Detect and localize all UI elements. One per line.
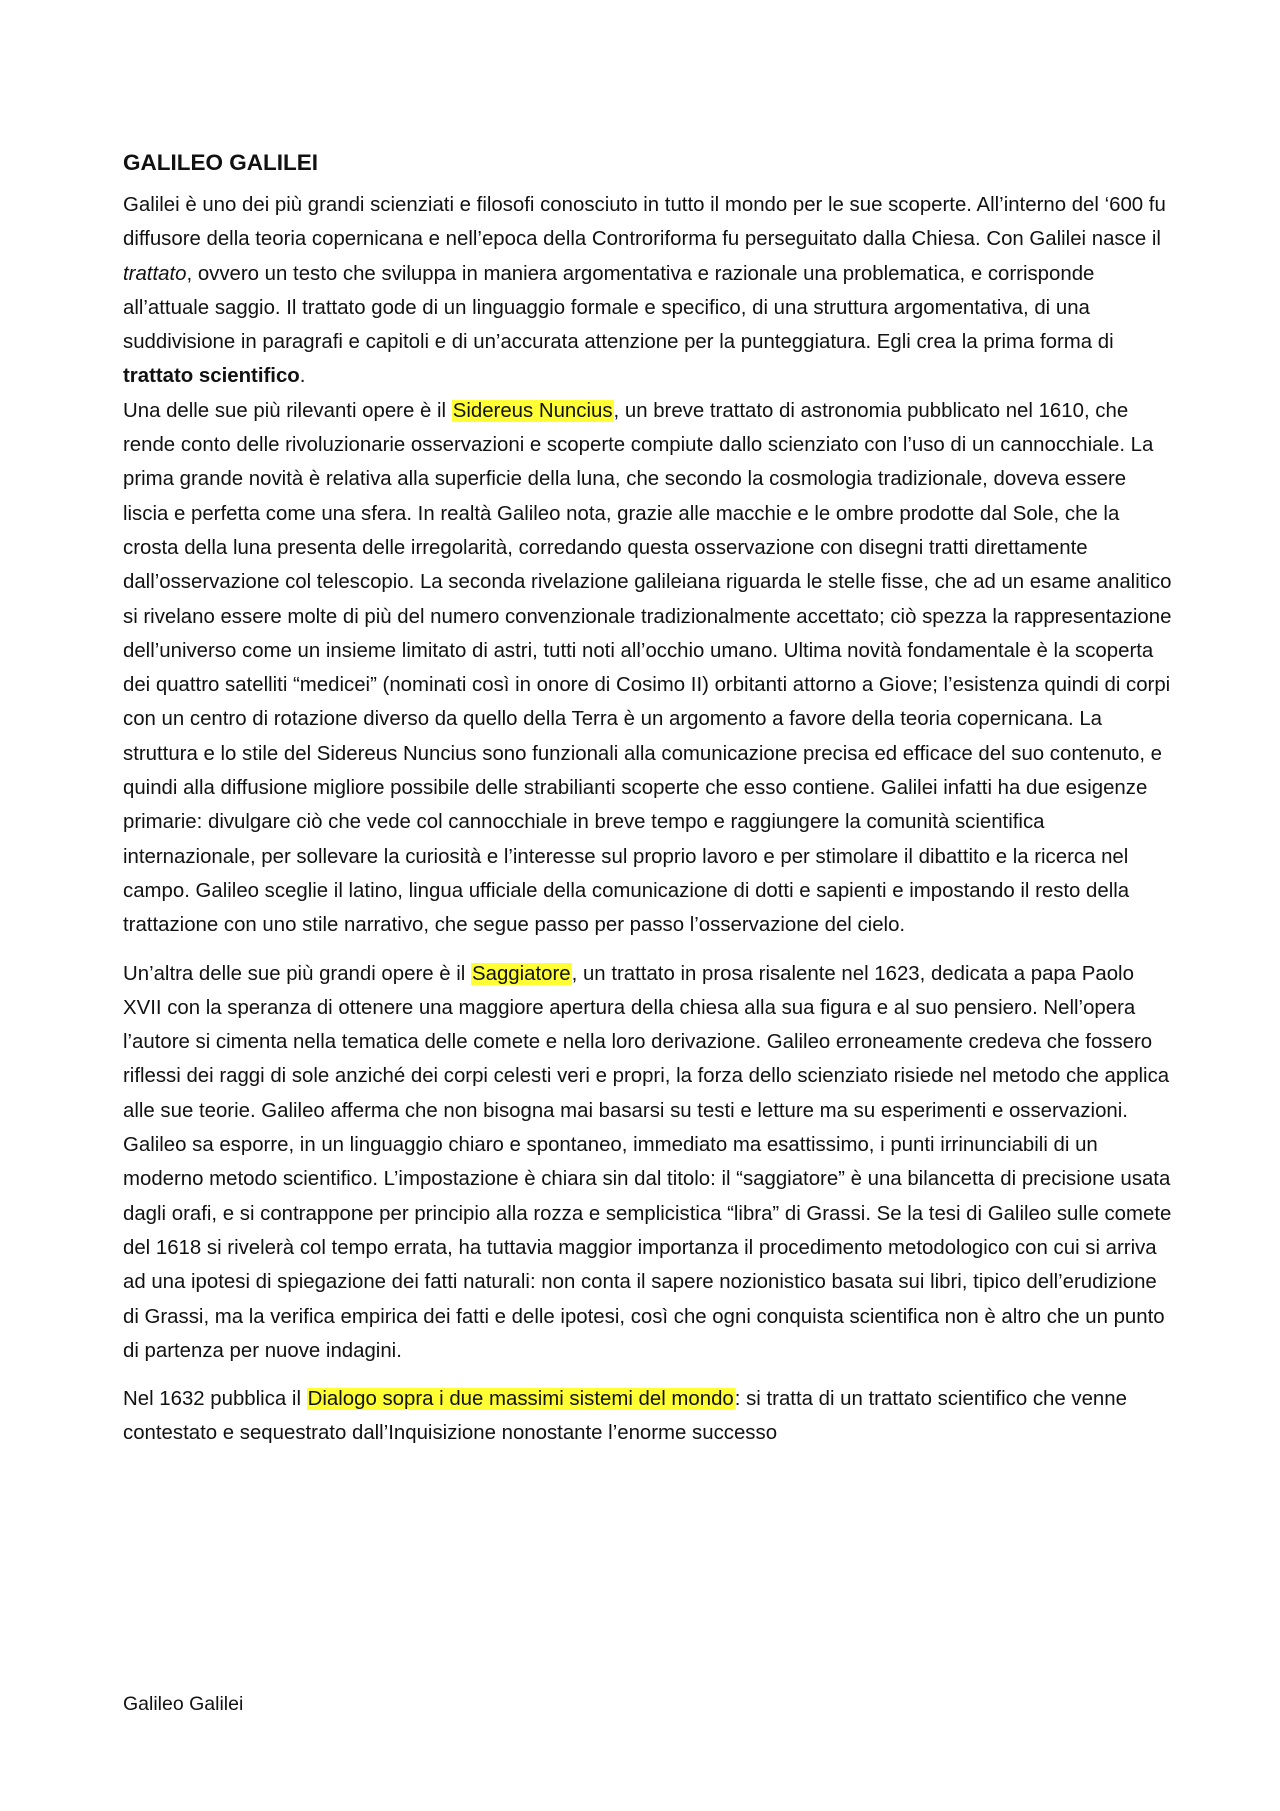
highlight-sidereus-nuncius: Sidereus Nuncius (452, 399, 613, 422)
paragraph-saggiatore (123, 957, 1173, 1369)
text-run: , un breve trattato di astronomia pubblicato nel 1610, che rende conto delle rivoluzionarie osservazioni e scoperte compiute dallo scienziato con l’uso di un cannocchiale. La prima grande novità è relativa alla superficie della luna, che secondo la cosmologia tradizionale, doveva essere liscia e perfetta come una sfera. In realtà Galileo nota, grazie alle macchie e le ombre prodotte dal Sole, che la crosta della luna presenta delle irregolarità, corredando questa osservazione con disegni tratti direttamente dall’osservazione col telescopio. La seconda rivelazione galileiana riguarda le stelle fisse, che ad un esame analitico si rivelano essere molte di più del numero convenzionale tradizionalmente accettato; ciò spezza la rappresentazione dell’universo come un insieme limitato di astri, tutti noti all’occhio umano. Ultima novità fondamentale è la scoperta dei quattro satelliti “medicei” (nominati così in onore di Cosimo II) orbitanti attorno a Giove; l’esistenza quindi di corpi con un centro di rotazione diverso da quello della Terra è un argomento a favore della teoria copernicana. La struttura e lo stile del Sidereus Nuncius sono funzionali alla comunicazione precisa ed efficace del suo contenuto, e quindi alla diffusione migliore possibile delle strabilianti scoperte che esso contiene. Galilei infatti ha due esigenze primarie: divulgare ciò che vede col cannocchiale in breve tempo e raggiungere la comunità scientifica internazionale, per sollevare la curiosità e l’interesse sul proprio lavoro e per stimolare il dibattito e la ricerca nel campo. Galileo sceglie il latino, lingua ufficiale della comunicazione di dotti e sapienti e impostando il resto della trattazione con uno stile narrativo, che segue passo per passo l’osservazione del cielo. (123, 399, 1172, 937)
text-run: . (299, 365, 306, 388)
text-run: Un’altra delle sue più grandi opere è il (123, 962, 471, 985)
text-run: : si tratta di un trattato scientifico che venne contestato e sequestrato dall’Inquisizione nonostante l’enorme successo (123, 1388, 1127, 1445)
bold-term-trattato-scientifico: trattato scientifico (123, 365, 300, 388)
document-body (123, 148, 1173, 1451)
highlight-saggiatore: Saggiatore (472, 962, 571, 985)
text-run: , ovvero un testo che sviluppa in maniera argomentativa e razionale una problematica, e corrisponde all’attuale saggio. Il trattato gode di un linguaggio formale e specifico, di una struttura argomentativa, di una suddivisione in paragrafi e capitoli e di un’accurata attenzione per la punteggiatura. Egli crea la prima forma di (123, 262, 1114, 354)
text-run: Nel 1632 pubblica il (123, 1388, 307, 1411)
text-run: Una delle sue più rilevanti opere è il (123, 399, 452, 422)
text-run: Galilei è uno dei più grandi scienziati e filosofi conosciuto in tutto il mondo per le sue scoperte. All’interno del ‘600 fu diffusore della teoria copernicana e nell’epoca della Controriforma fu perseguitato dalla Chiesa. Con Galilei nasce il (123, 194, 1166, 251)
paragraph-dialogo (123, 1382, 1173, 1451)
paragraph-sidereus-nuncius (123, 394, 1173, 943)
paragraph-intro (123, 188, 1173, 394)
page-footer: Galileo Galilei (123, 1693, 244, 1715)
highlight-dialogo: Dialogo sopra i due massimi sistemi del mondo (307, 1388, 734, 1411)
document-title: GALILEO GALILEI (123, 150, 318, 175)
italic-term-trattato: trattato (123, 262, 187, 285)
text-run: , un trattato in prosa risalente nel 1623, dedicata a papa Paolo XVII con la speranza di ottenere una maggiore apertura della chiesa alla sua figura e al suo pensiero. Nell’opera l’autore si cimenta nella tematica delle comete e nella loro derivazione. Galileo erroneamente credeva che fossero riflessi dei raggi di sole anziché dei corpi celesti veri e propri, la forza dello scienziato risiede nel metodo che applica alle sue teorie. Galileo afferma che non bisogna mai basarsi su testi e letture ma su esperimenti e osservazioni. Galileo sa esporre, in un linguaggio chiaro e spontaneo, immediato ma esattissimo, i punti irrinunciabili di un moderno metodo scientifico. L’impostazione è chiara sin dal titolo: il “saggiatore” è una bilancetta di precisione usata dagli orafi, e si contrappone per principio alla rozza e semplicistica “libra” di Grassi. Se la tesi di Galileo sulle comete del 1618 si rivelerà col tempo errata, ha tuttavia maggior importanza il procedimento metodologico con cui si arriva ad una ipotesi di spiegazione dei fatti naturali: non conta il sapere nozionistico basata sui libri, tipico dell’erudizione di Grassi, ma la verifica empirica dei fatti e delle ipotesi, così che ogni conquista scientifica non è altro che un punto di partenza per nuove indagini. (123, 962, 1172, 1362)
